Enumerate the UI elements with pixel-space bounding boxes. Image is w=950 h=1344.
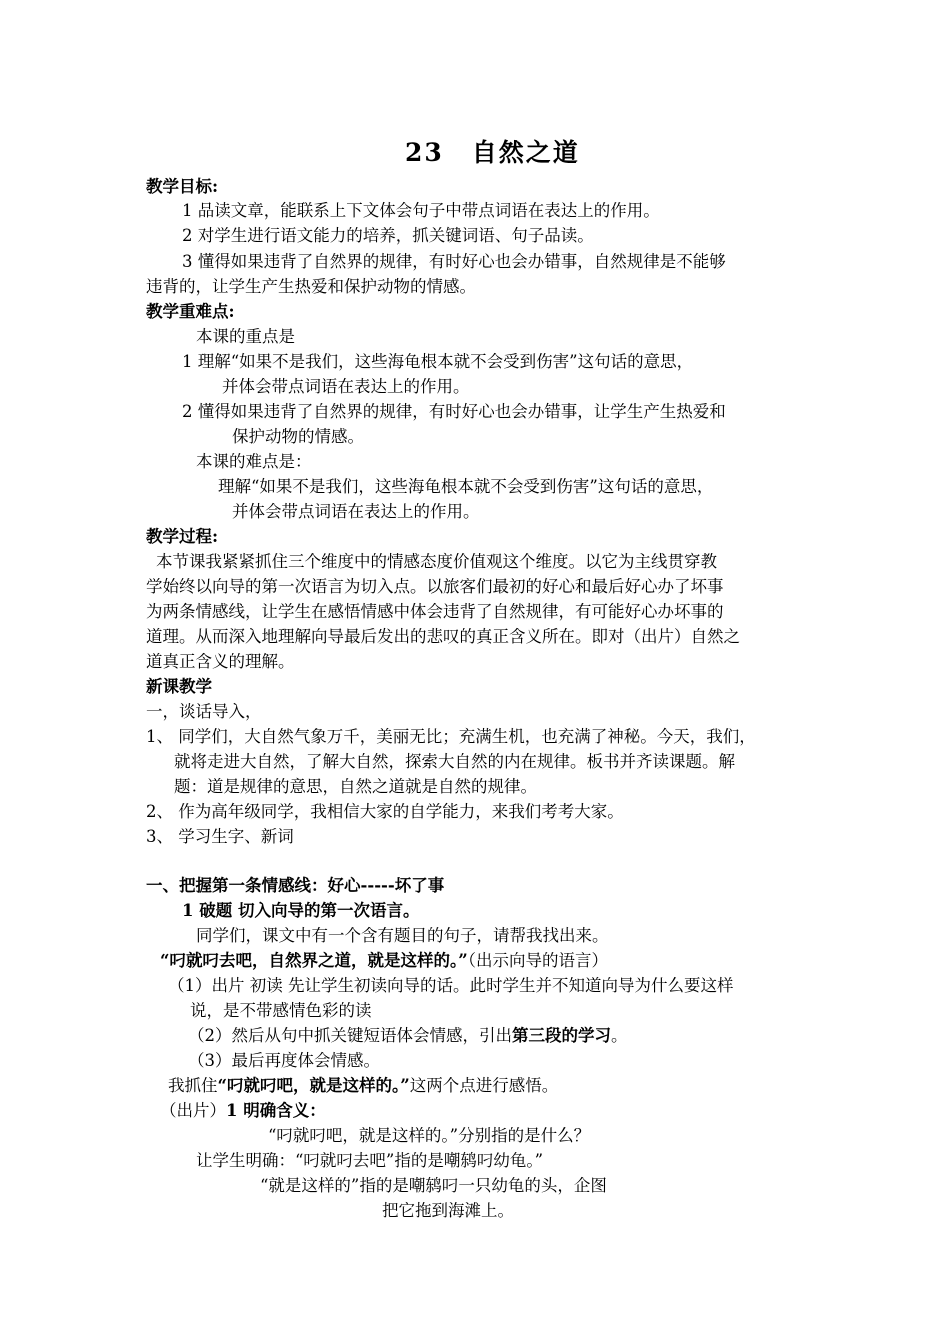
goal-item: 2 对学生进行语文能力的培养，抓关键词语、句子品读。 (182, 226, 594, 245)
meaning-line (160, 1099, 326, 1123)
lesson-number: 23 (405, 138, 444, 167)
question-line: “叼就叼吧，就是这样的。”分别指的是什么？ (268, 1126, 591, 1145)
difficulty-item-cont: 并体会带点词语在表达上的作用。 (232, 502, 480, 521)
process-heading: 教学过程: (146, 527, 219, 546)
newlesson-heading: 新课教学 (146, 677, 212, 696)
grasp-post: 这两个点进行感悟。 (409, 1076, 559, 1095)
process-line: 学始终以向导的第一次语言为切入点。以旅客们最初的好心和最后好心办了坏事 (146, 577, 724, 596)
step-text-end: 。 (611, 1026, 628, 1045)
process-line: 为两条情感线，让学生在感悟情感中体会违背了自然规律，有可能好心办坏事的 (146, 602, 724, 621)
focus-item-cont: 并体会带点词语在表达上的作用。 (222, 377, 470, 396)
answer-line: “就是这样的”指的是嘲鸫叼一只幼龟的头，企图 (260, 1176, 607, 1195)
grasp-pre: 我抓住 (168, 1076, 218, 1095)
process-line: 道理。从而深入地理解向导最后发出的悲叹的真正含义所在。即对（出片）自然之 (146, 627, 740, 646)
grasp-quote: “叼就叼吧，就是这样的。” (217, 1076, 410, 1095)
goals-heading: 教学目标: (146, 177, 219, 196)
focus-item: 2 懂得如果违背了自然界的规律，有时好心也会办错事，让学生产生热爱和 (182, 402, 726, 421)
list-item-cont: 题：道是规律的意思，自然之道就是自然的规律。 (174, 777, 537, 796)
section-heading: 一、把握第一条情感线：好心-----坏了事 (146, 876, 445, 895)
answer-line: 把它拖到海滩上。 (382, 1201, 514, 1220)
quote-line (160, 949, 608, 973)
step-text: （2）然后从句中抓关键短语体会情感，引出 (188, 1026, 512, 1045)
focus-item: 1 理解“如果不是我们，这些海龟根本就不会受到伤害”这句话的意思， (182, 352, 694, 371)
goal-item: 3 懂得如果违背了自然界的规律，有时好心也会办错事，自然规律是不能够 (182, 252, 726, 271)
newlesson-intro: 一，谈话导入， (146, 702, 262, 721)
section-paragraph: 同学们，课文中有一个含有题目的句子，请帮我找出来。 (196, 926, 609, 945)
list-item: 3、 学习生字、新词 (146, 827, 294, 846)
step-item-cont: 说，是不带感情色彩的读 (190, 1001, 372, 1020)
step-item: （3）最后再度体会情感。 (188, 1051, 380, 1070)
keypoints-heading: 教学重难点: (146, 302, 235, 321)
chupian-label: （出片） (160, 1101, 226, 1120)
process-line: 道真正含义的理解。 (146, 652, 295, 671)
answer-line: 让学生明确：“叼就叼去吧”指的是嘲鸫叼幼龟。” (196, 1151, 544, 1170)
focus-item-cont: 保护动物的情感。 (232, 427, 364, 446)
focus-label: 本课的重点是 (196, 327, 295, 346)
guide-quote: “叼就叼去吧，自然界之道，就是这样的。” (160, 951, 468, 970)
meaning-heading: 1 明确含义： (226, 1101, 326, 1120)
step-item: （1）出片 初读 先让学生初读向导的话。此时学生并不知道向导为什么要这样 (168, 976, 734, 995)
list-item: 1、 同学们，大自然气象万千，美丽无比；充满生机，也充满了神秘。今天，我们， (146, 727, 756, 746)
quote-note: （出示向导的语言） (467, 951, 608, 970)
page-title (405, 133, 580, 169)
list-item: 2、 作为高年级同学，我相信大家的自学能力，来我们考考大家。 (146, 802, 624, 821)
section-subheading: 1 破题 切入向导的第一次语言。 (182, 901, 420, 920)
difficulty-item: 理解“如果不是我们，这些海龟根本就不会受到伤害”这句话的意思， (218, 477, 714, 496)
difficulty-label: 本课的难点是： (196, 452, 312, 471)
process-line: 本节课我紧紧抓住三个维度中的情感态度价值观这个维度。以它为主线贯穿教 (156, 552, 717, 571)
goal-item: 1 品读文章，能联系上下文体会句子中带点词语在表达上的作用。 (182, 201, 660, 220)
goal-item: 违背的，让学生产生热爱和保护动物的情感。 (146, 277, 476, 296)
lesson-title: 自然之道 (471, 138, 580, 167)
step-item (188, 1024, 628, 1048)
step-bold: 第三段的学习 (512, 1026, 611, 1045)
grasp-line (168, 1074, 558, 1098)
list-item-cont: 就将走进大自然，了解大自然，探索大自然的内在规律。板书并齐读课题。解 (174, 752, 735, 771)
